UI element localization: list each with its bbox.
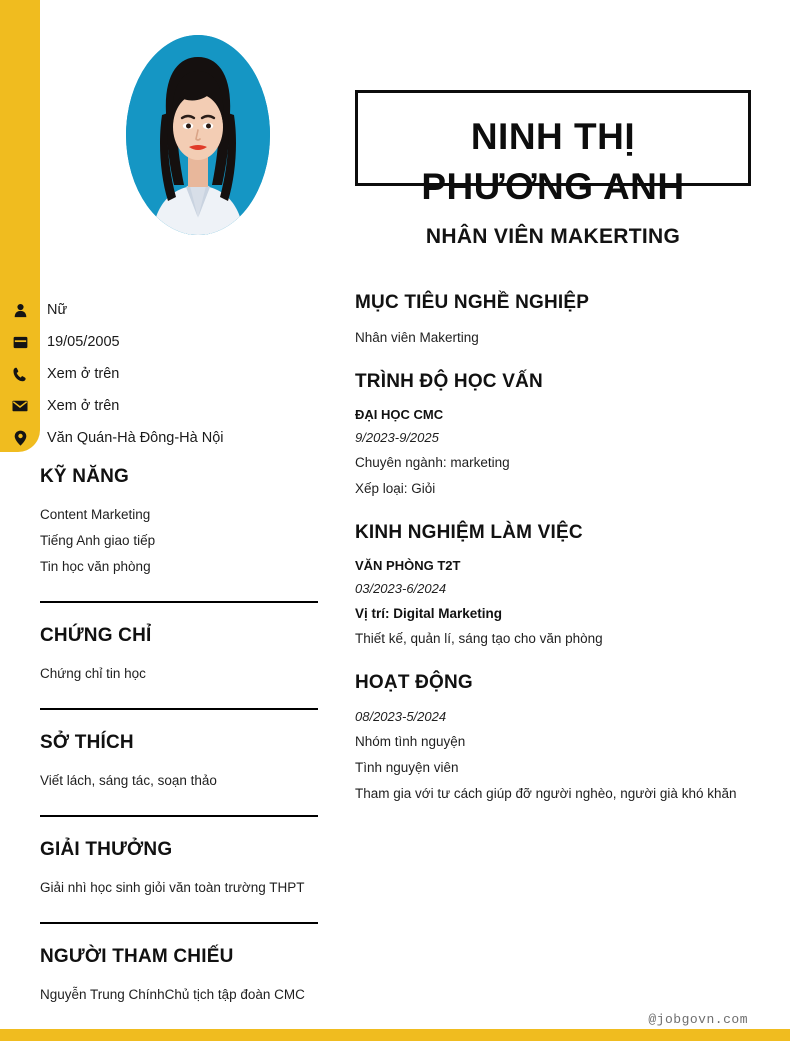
section-heading: NGƯỜI THAM CHIẾU bbox=[40, 946, 234, 967]
watermark: @jobgovn.com bbox=[648, 1012, 748, 1027]
list-item: Content Marketing bbox=[40, 507, 151, 522]
divider bbox=[40, 922, 318, 924]
experience-company: VĂN PHÒNG T2T bbox=[355, 558, 461, 573]
name-line-2: PHƯƠNG ANH bbox=[421, 166, 685, 207]
education-date: 9/2023-9/2025 bbox=[355, 430, 439, 445]
contact-row-phone bbox=[0, 358, 330, 390]
activities-group: Nhóm tình nguyện bbox=[355, 734, 466, 749]
section-skills bbox=[40, 466, 318, 582]
contact-value: Xem ở trên bbox=[47, 366, 120, 382]
portrait-photo bbox=[126, 35, 270, 235]
name-line-1: NINH THỊ bbox=[470, 116, 636, 157]
envelope-icon bbox=[0, 400, 40, 412]
section-heading: SỞ THÍCH bbox=[40, 732, 134, 753]
education-school: ĐẠI HỌC CMC bbox=[355, 407, 444, 422]
section-heading: CHỨNG CHỈ bbox=[40, 625, 152, 646]
contact-row-email bbox=[0, 390, 330, 422]
section-hobbies bbox=[40, 732, 318, 796]
education-grade: Xếp loại: Giỏi bbox=[355, 481, 436, 496]
list-item: Viết lách, sáng tác, soạn thảo bbox=[40, 773, 217, 788]
section-heading: HOẠT ĐỘNG bbox=[355, 672, 473, 693]
contact-list bbox=[0, 294, 330, 454]
contact-row-birthdate bbox=[0, 326, 330, 358]
left-column bbox=[40, 466, 318, 1010]
phone-icon bbox=[0, 367, 40, 382]
section-references bbox=[40, 946, 318, 1010]
contact-row-address bbox=[0, 422, 330, 454]
page-title bbox=[355, 112, 751, 212]
section-heading: KINH NGHIỆM LÀM VIỆC bbox=[355, 522, 583, 543]
contact-value: Xem ở trên bbox=[47, 398, 120, 414]
list-item: Tiếng Anh giao tiếp bbox=[40, 533, 156, 548]
list-item: Tin học văn phòng bbox=[40, 559, 151, 574]
section-awards bbox=[40, 839, 318, 903]
activities-description: Tham gia với tư cách giúp đỡ người nghèo, người già khó khăn bbox=[355, 786, 737, 801]
job-title: NHÂN VIÊN MAKERTING bbox=[425, 225, 681, 248]
section-work-experience bbox=[355, 522, 755, 652]
person-icon bbox=[0, 303, 40, 318]
contact-row-gender bbox=[0, 294, 330, 326]
divider bbox=[40, 815, 318, 817]
location-pin-icon bbox=[0, 430, 40, 446]
section-heading: TRÌNH ĐỘ HỌC VẤN bbox=[355, 371, 543, 392]
experience-description: Thiết kế, quản lí, sáng tạo cho văn phòng bbox=[355, 631, 603, 646]
section-activities bbox=[355, 672, 755, 807]
right-column bbox=[355, 292, 755, 827]
experience-date: 03/2023-6/2024 bbox=[355, 581, 447, 596]
calendar-icon bbox=[0, 336, 40, 349]
contact-value: Nữ bbox=[47, 302, 68, 318]
section-heading: KỸ NĂNG bbox=[40, 466, 130, 487]
footer-bar bbox=[0, 1029, 790, 1041]
activities-date: 08/2023-5/2024 bbox=[355, 709, 447, 724]
list-item: Nguyễn Trung ChínhChủ tịch tập đoàn CMC bbox=[40, 987, 305, 1002]
avatar bbox=[126, 35, 270, 235]
section-heading: GIẢI THƯỞNG bbox=[40, 839, 173, 860]
objective-text: Nhân viên Makerting bbox=[355, 330, 479, 345]
contact-value: Văn Quán-Hà Đông-Hà Nội bbox=[47, 430, 224, 446]
contact-value: 19/05/2005 bbox=[47, 334, 120, 350]
education-major: Chuyên ngành: marketing bbox=[355, 455, 510, 470]
divider bbox=[40, 601, 318, 603]
list-item: Giải nhì học sinh giỏi văn toàn trường THPT bbox=[40, 880, 305, 895]
section-heading: MỤC TIÊU NGHỀ NGHIỆP bbox=[355, 292, 590, 313]
section-certificates bbox=[40, 625, 318, 689]
section-career-objective bbox=[355, 292, 755, 351]
activities-role: Tình nguyện viên bbox=[355, 760, 459, 775]
experience-position: Vị trí: Digital Marketing bbox=[355, 606, 503, 621]
list-item: Chứng chỉ tin học bbox=[40, 666, 146, 681]
divider bbox=[40, 708, 318, 710]
section-education bbox=[355, 371, 755, 502]
